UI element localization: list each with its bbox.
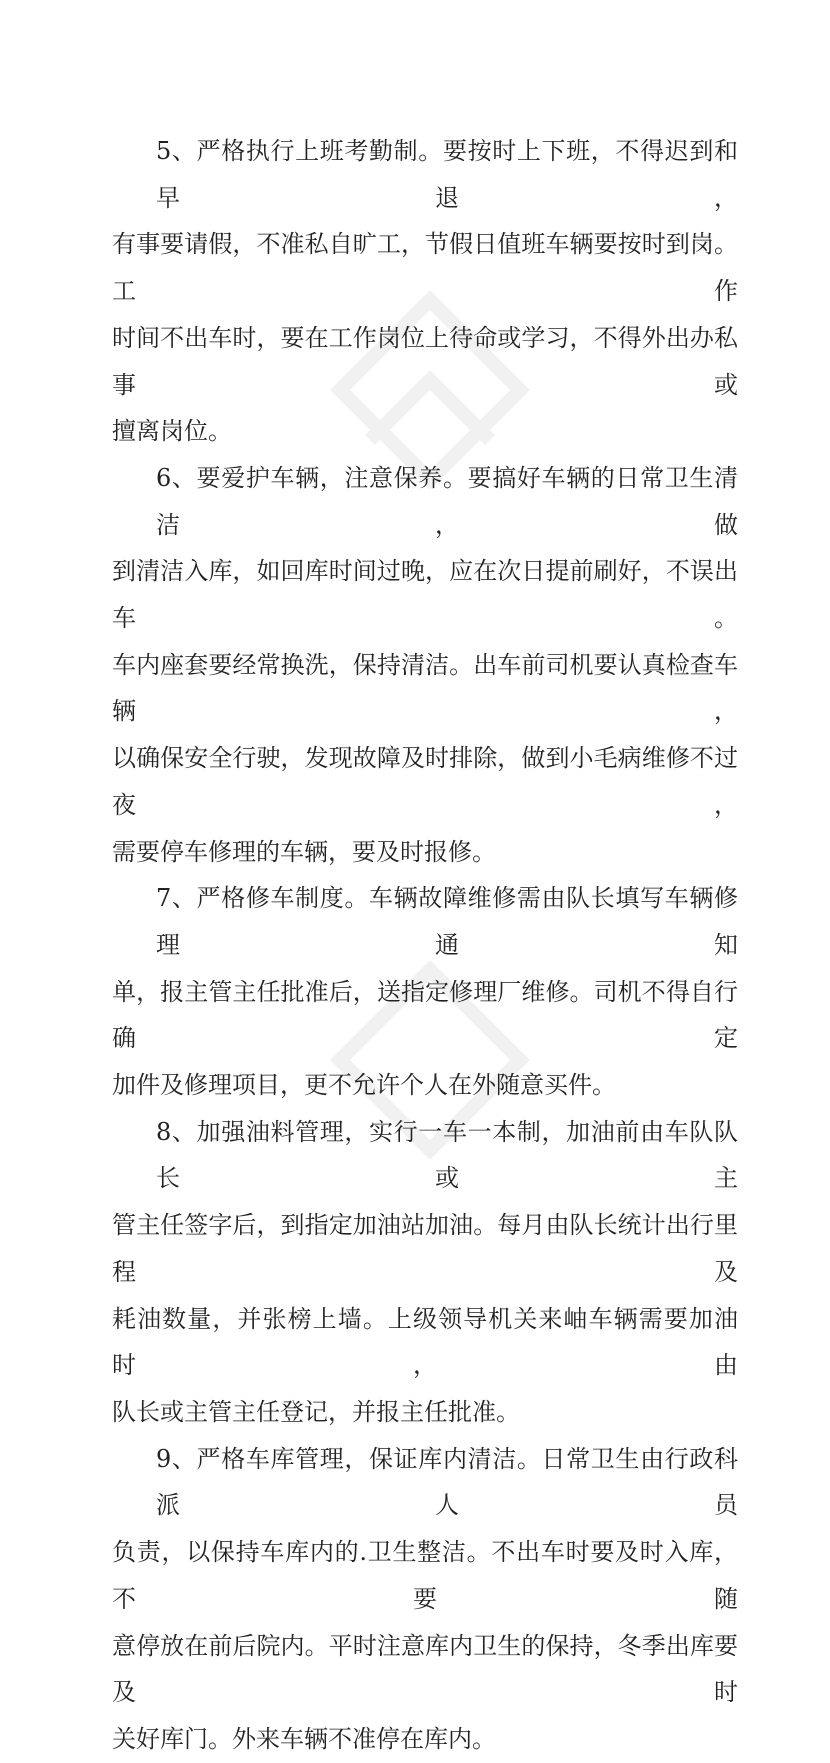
text-line: 耗油数量，并张榜上墙。上级领导机关来岫车辆需要加油时，由 <box>112 1304 738 1380</box>
paragraph-6 <box>112 455 738 875</box>
text-line: 9、严格车库管理，保证库内清洁。日常卫生由行政科派人员 <box>156 1444 738 1520</box>
text-line: 到清洁入库，如回库时间过晚，应在次日提前刷好，不误出车。 <box>112 557 738 633</box>
text-line: 意停放在前后院内。平时注意库内卫生的保持，冬季出库要及时 <box>112 1631 738 1707</box>
text-line: 8、加强油料管理，实行一车一本制，加油前由车队队长或主 <box>156 1117 738 1193</box>
text-line: 关好库门。外来车辆不准停在库内。 <box>112 1724 496 1753</box>
text-line: 有事要请假，不准私自旷工，节假日值班车辆要按时到岗。工作 <box>112 230 738 306</box>
text-line: 以确保安全行驶，发现故障及时排除，做到小毛病维修不过夜， <box>112 744 738 819</box>
text-line: 单，报主管主任批准后，送指定修理厂维修。司机不得自行确定 <box>112 977 738 1053</box>
text-line: 擅离岗位。 <box>112 417 232 446</box>
paragraph-7 <box>112 875 738 1109</box>
text-line: 加件及修理项目，更不允许个人在外随意买件。 <box>112 1071 616 1100</box>
text-line: 负责，以保持车库内的.卫生整洁。不出车时要及时入库，不要随 <box>112 1538 738 1613</box>
text-line: 6、要爱护车辆，注意保养。要搞好车辆的日常卫生清洁，做 <box>156 463 738 539</box>
text-line: 7、严格修车制度。车辆故障维修需由队长填写车辆修理通知 <box>156 884 738 959</box>
document-body <box>112 128 738 1763</box>
paragraph-8 <box>112 1109 738 1436</box>
text-line: 车内座套要经常换洗，保持清洁。出车前司机要认真检查车辆， <box>112 650 738 726</box>
text-line: 时间不出车时，要在工作岗位上待命或学习，不得外出办私事或 <box>112 323 738 399</box>
text-line: 管主任签字后，到指定加油站加油。每月由队长统计出行里程及 <box>112 1211 738 1286</box>
paragraph-9 <box>112 1436 738 1763</box>
text-line: 5、严格执行上班考勤制。要按时上下班，不得迟到和早退， <box>156 137 738 212</box>
paragraph-5 <box>112 128 738 455</box>
text-line: 队长或主管主任登记，并报主任批准。 <box>112 1397 520 1426</box>
text-line: 需要停车修理的车辆，要及时报修。 <box>112 837 496 866</box>
